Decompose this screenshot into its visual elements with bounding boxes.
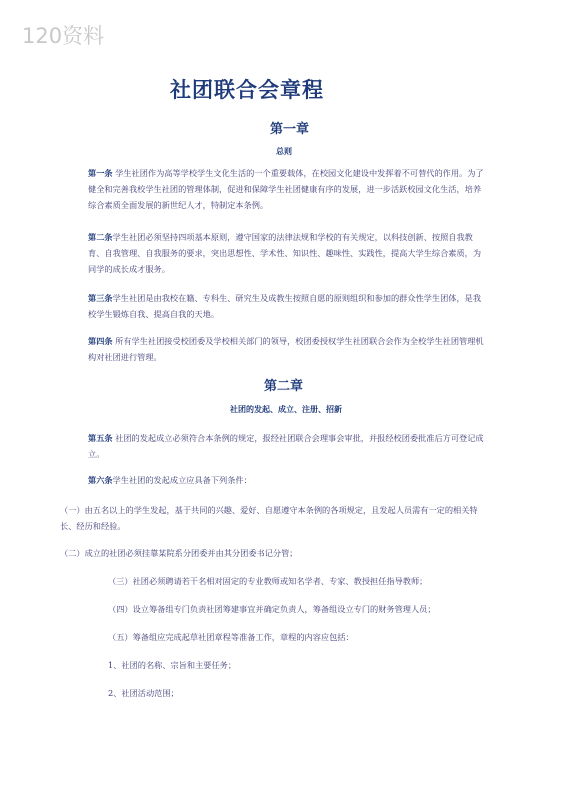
article-6 [88, 472, 486, 488]
item-3: （三）社团必须聘请若干名相对固定的专业教师或知名学者、专家、教授担任指导教师； [108, 576, 428, 586]
item-5-2: 2、社团活动范围； [108, 688, 179, 698]
article-5 [88, 430, 486, 462]
item-5-1: 1、社团的名称、宗旨和主要任务； [108, 660, 237, 670]
article-text: 学生社团的发起成立应具备下列条件： [112, 475, 252, 485]
article-text: 社团的发起成立必须符合本条例的规定，报经社团联合会理事会审批，并报经校团委批准后方可登记成立。 [88, 433, 484, 459]
item-4: （四）设立筹备组专门负责社团筹建事宜并确定负责人，筹备组设立专门的财务管理人员； [108, 604, 436, 614]
article-1 [88, 165, 486, 213]
article-number: 第六条 [88, 475, 113, 485]
chapter-2-heading: 第二章 [264, 379, 304, 394]
article-2 [88, 229, 486, 277]
item-1: （一）由五名以上的学生发起，基于共同的兴趣、爱好、自愿遵守本条例的各项规定，且发起人员需有一定的相关特长、经历和经验。 [60, 505, 478, 531]
article-text: 学生社团作为高等学校学生文化生活的一个重要载体，在校园文化建设中发挥着不可替代的作用。为了健全和完善我校学生社团的管理体制，促进和保障学生社团健康有序的发展，进一步活跃校园文化生活，培养综合素质全面发展的新世纪人才，特制定本条例。 [88, 168, 484, 210]
document-title: 社团联合会章程 [170, 77, 324, 102]
article-number: 第三条 [88, 293, 113, 303]
item-2: （二）成立的社团必须挂靠某院系分团委并由其分团委书记分管； [60, 548, 298, 558]
article-text: 学生社团是由我校在籍、专科生、研究生及成教生按照自愿的原则组织和参加的群众性学生团体，是我校学生锻炼自我、提高自我的天地。 [88, 293, 482, 319]
article-number: 第一条 [88, 168, 113, 178]
article-text: 所有学生社团接受校团委及学校相关部门的领导，校团委授权学生社团联合会作为全校学生社团管理机构对社团进行管理。 [88, 336, 484, 362]
article-number: 第四条 [88, 336, 113, 346]
article-number: 第二条 [88, 232, 113, 242]
watermark: 120资料 [22, 24, 105, 48]
article-4 [88, 333, 486, 365]
item-5: （五）筹备组应完成起草社团章程等准备工作，章程的内容应包括： [108, 632, 354, 642]
article-3 [88, 290, 486, 322]
article-text: 学生社团必须坚持四项基本原则，遵守国家的法律法规和学校的有关规定，以科技创新、按照自我教育、自我管理、自我服务的要求，突出思想性、学术性、知识性、趣味性、实践性，提高大学生综合素质，为同学的成长成才服务。 [88, 232, 482, 274]
chapter-1-subheading: 总则 [276, 146, 292, 156]
chapter-2-subheading: 社团的发起、成立、注册、招新 [230, 404, 342, 414]
chapter-1-heading: 第一章 [270, 122, 310, 137]
article-number: 第五条 [88, 433, 113, 443]
